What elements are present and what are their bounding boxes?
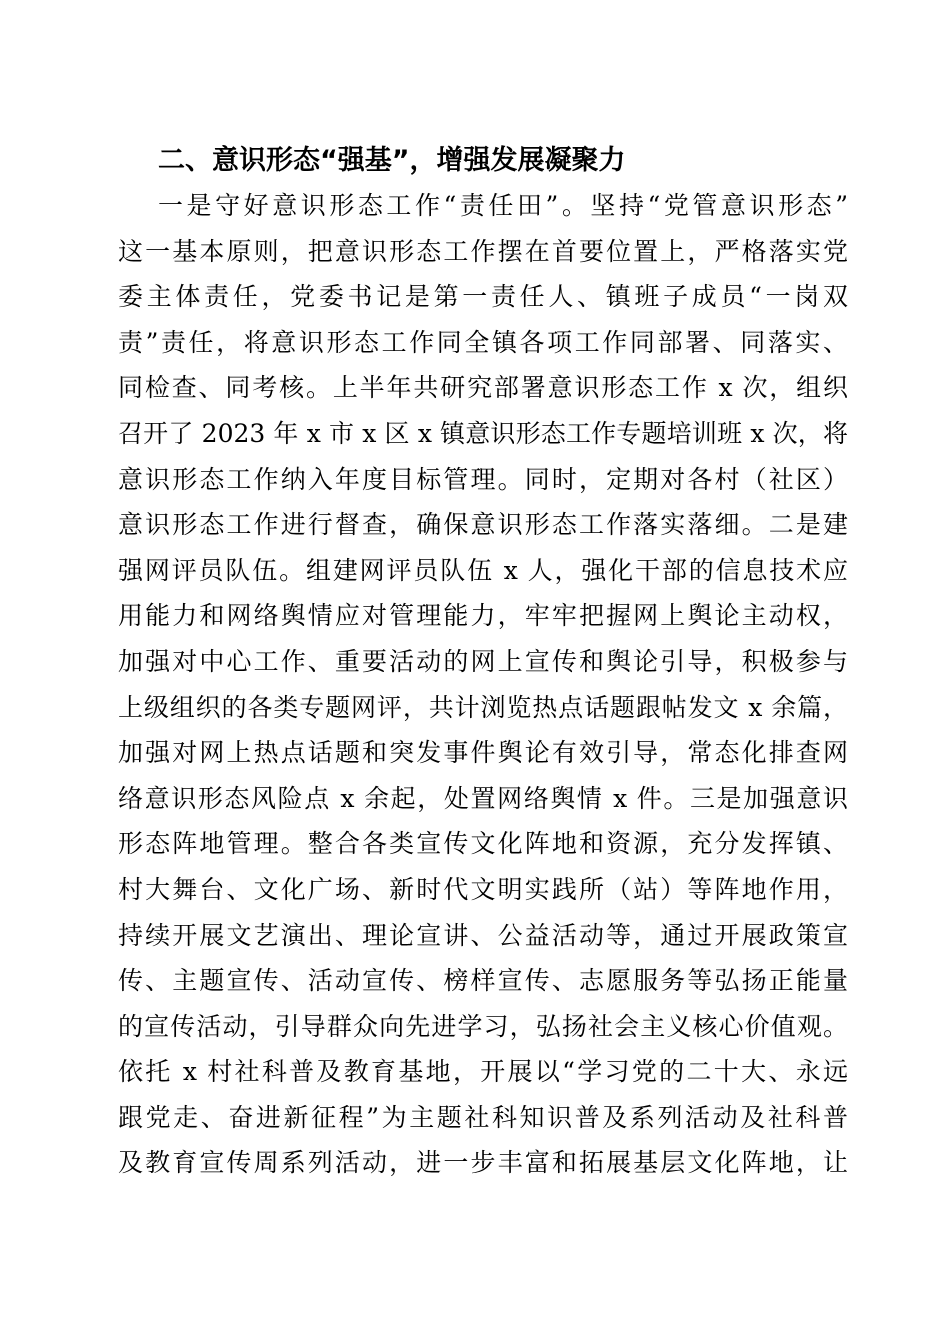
text-line: 召开了 2023 年 x 市 x 区 x 镇意识形态工作专题培训班 x 次，将	[118, 418, 848, 448]
text-line: 加强对中心工作、重要活动的网上宣传和舆论引导，积极参与	[118, 646, 848, 676]
text-line: 的宣传活动，引导群众向先进学习，弘扬社会主义核心价值观。	[118, 1011, 848, 1041]
text-line: 委主体责任，党委书记是第一责任人、镇班子成员“一岗双	[118, 282, 848, 312]
text-line: 用能力和网络舆情应对管理能力，牢牢把握网上舆论主动权，	[118, 601, 848, 631]
text-line: 持续开展文艺演出、理论宣讲、公益活动等，通过开展政策宣	[118, 920, 848, 950]
text-line: 强网评员队伍。组建网评员队伍 x 人，强化干部的信息技术应	[118, 555, 848, 585]
text-line: 传、主题宣传、活动宣传、榜样宣传、志愿服务等弘扬正能量	[118, 966, 848, 996]
text-line: 责”责任，将意识形态工作同全镇各项工作同部署、同落实、	[118, 327, 848, 357]
text-line: 跟党走、奋进新征程”为主题社科知识普及系列活动及社科普	[118, 1102, 848, 1132]
text-line: 这一基本原则，把意识形态工作摆在首要位置上，严格落实党	[118, 236, 848, 266]
text-line: 意识形态工作进行督查，确保意识形态工作落实落细。二是建	[118, 510, 848, 540]
text-line: 依托 x 村社科普及教育基地，开展以“学习党的二十大、永远	[118, 1057, 848, 1087]
text-line: 上级组织的各类专题网评，共计浏览热点话题跟帖发文 x 余篇，	[118, 692, 848, 722]
text-line: 一是守好意识形态工作“责任田”。坚持“党管意识形态”	[158, 191, 848, 220]
text-line: 及教育宣传周系列活动，进一步丰富和拓展基层文化阵地，让	[118, 1148, 848, 1178]
text-line: 意识形态工作纳入年度目标管理。同时，定期对各村（社区）	[118, 464, 848, 494]
section-heading: 二、意识形态“强基”，增强发展凝聚力	[158, 145, 626, 176]
text-line: 络意识形态风险点 x 余起，处置网络舆情 x 件。三是加强意识	[118, 783, 848, 813]
text-line: 形态阵地管理。整合各类宣传文化阵地和资源，充分发挥镇、	[118, 829, 848, 859]
text-line: 村大舞台、文化广场、新时代文明实践所（站）等阵地作用，	[118, 874, 848, 904]
body-paragraph	[118, 183, 848, 1186]
text-line: 加强对网上热点话题和突发事件舆论有效引导，常态化排查网	[118, 738, 848, 768]
text-line: 同检查、同考核。上半年共研究部署意识形态工作 x 次，组织	[118, 373, 848, 403]
